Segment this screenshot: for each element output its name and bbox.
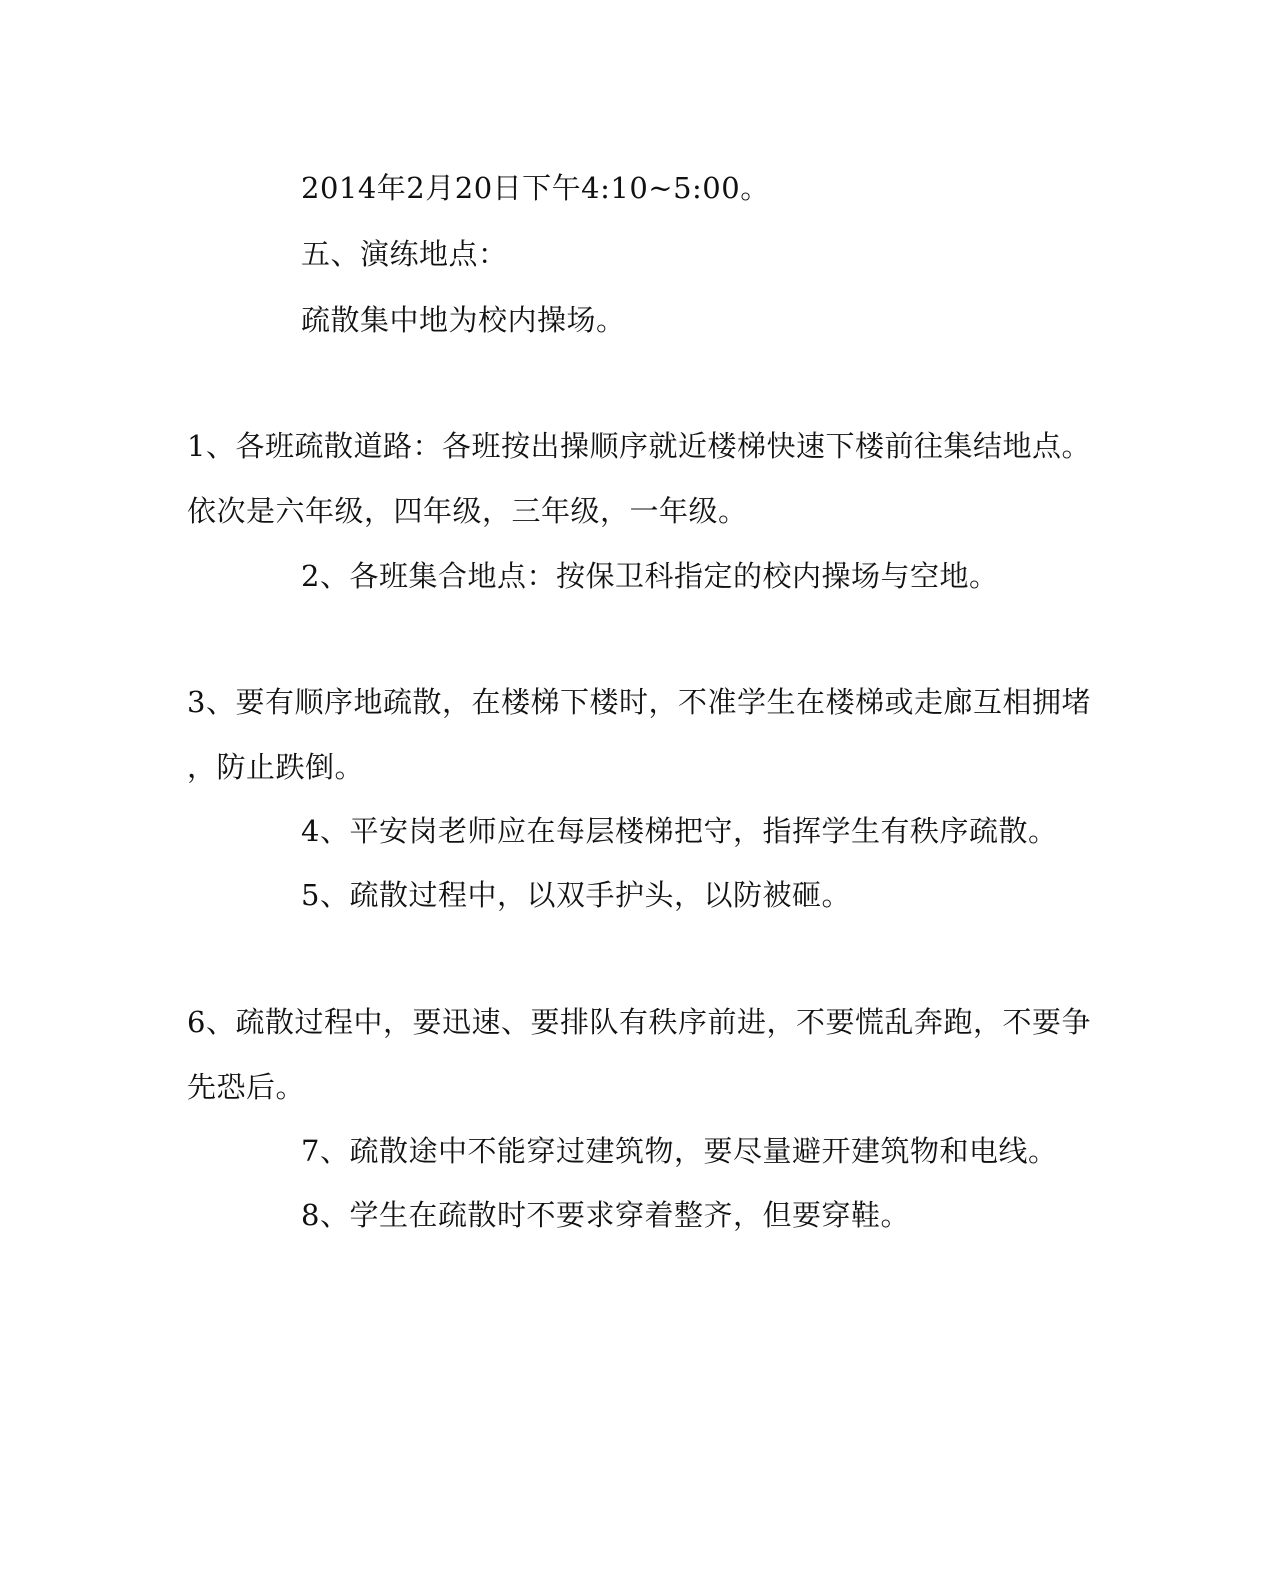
drill-time-line: 2014年2月20日下午4:10~5:00。 [301, 171, 770, 205]
item-3-line-2: ，防止跌倒。 [187, 750, 365, 784]
item-5-line: 5、疏散过程中，以双手护头，以防被砸。 [301, 878, 851, 912]
item-2-line: 2、各班集合地点：按保卫科指定的校内操场与空地。 [301, 559, 999, 593]
item-3-line-1: 3、要有顺序地疏散，在楼梯下楼时，不准学生在楼梯或走廊互相拥堵 [187, 685, 1091, 719]
item-6-line-1: 6、疏散过程中，要迅速、要排队有秩序前进，不要慌乱奔跑，不要争 [187, 1005, 1091, 1039]
item-1-line-1: 1、各班疏散道路：各班按出操顺序就近楼梯快速下楼前往集结地点。 [187, 429, 1091, 463]
location-line: 疏散集中地为校内操场。 [301, 303, 626, 337]
item-1-line-2: 依次是六年级，四年级，三年级，一年级。 [187, 494, 748, 528]
item-8-line: 8、学生在疏散时不要求穿着整齐，但要穿鞋。 [301, 1198, 910, 1232]
item-6-line-2: 先恐后。 [187, 1070, 306, 1104]
section-heading-location: 五、演练地点： [301, 237, 508, 271]
item-4-line: 4、平安岗老师应在每层楼梯把守，指挥学生有秩序疏散。 [301, 814, 1058, 848]
item-7-line: 7、疏散途中不能穿过建筑物，要尽量避开建筑物和电线。 [301, 1134, 1058, 1168]
